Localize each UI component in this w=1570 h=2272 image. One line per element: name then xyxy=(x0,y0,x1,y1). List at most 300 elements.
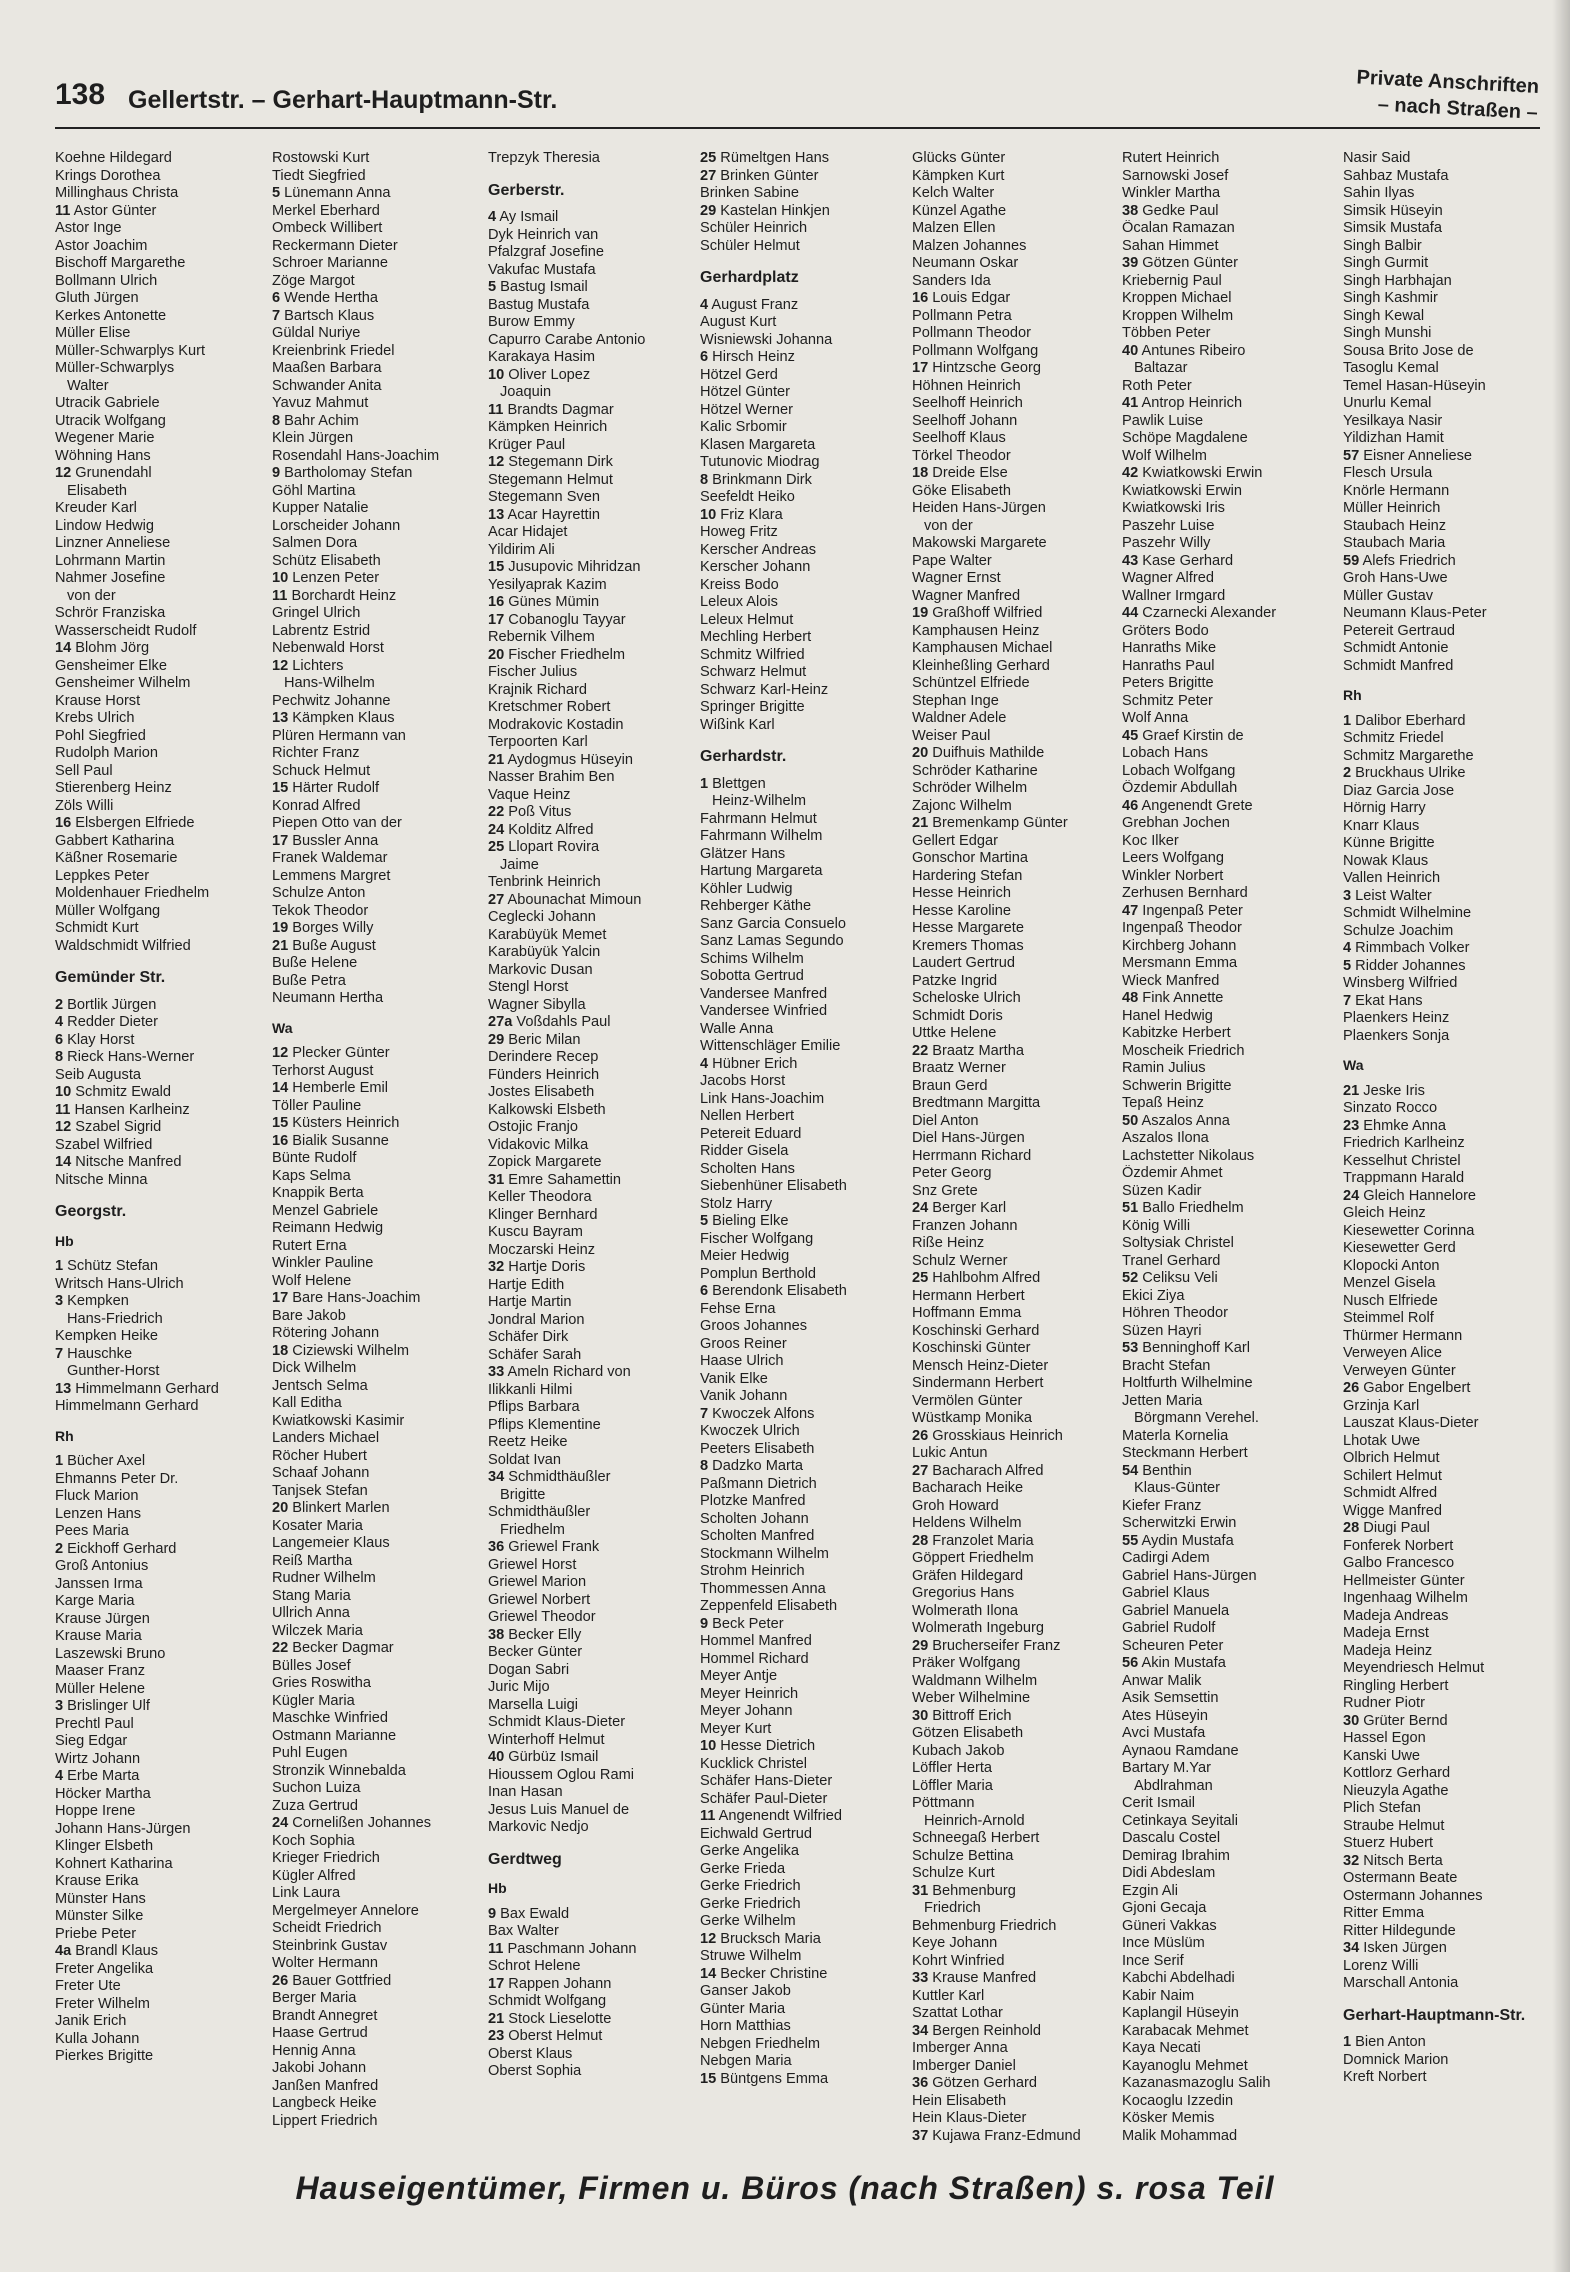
resident-entry: Gluth Jürgen xyxy=(55,290,139,306)
resident-entry: Tenbrink Heinrich xyxy=(488,874,601,890)
resident-entry: Gregorius Hans xyxy=(912,1585,1015,1601)
house-number: 34 xyxy=(488,1469,505,1485)
resident-entry: Hesse Karoline xyxy=(912,902,1011,919)
resident-entry: Kleinheßling Gerhard xyxy=(912,657,1050,674)
directory-column xyxy=(55,150,260,2066)
resident-entry: Utracik Wolfgang xyxy=(55,412,166,429)
resident-entry: Kohnert Katharina xyxy=(55,1855,173,1872)
resident-entry: Wolmerath Ingeburg xyxy=(912,1620,1044,1636)
resident-entry: Schüler Helmut xyxy=(700,237,800,254)
resident-entry: Schmidt Alfred xyxy=(1343,1485,1438,1501)
street-block xyxy=(700,748,905,2088)
resident-entry: Nieuzyla Agathe xyxy=(1343,1782,1449,1799)
resident-entry: Wisniewski Johanna xyxy=(700,331,833,348)
house-number: 11 xyxy=(55,202,71,219)
resident-entry: Krause Maria xyxy=(55,1628,142,1644)
resident-entry: 59 Alefs Friedrich xyxy=(1343,552,1456,569)
resident-entry: Schims Wilhelm xyxy=(700,950,804,967)
resident-entry: Simsik Mustafa xyxy=(1343,220,1442,236)
house-number: 10 xyxy=(700,506,717,523)
house-number: 18 xyxy=(272,1342,289,1359)
district-label: Rh xyxy=(55,1427,74,1444)
resident-entry: Fischer Wolfgang xyxy=(700,1230,814,1247)
resident-entry: 40 Gürbüz Ismail xyxy=(488,1749,599,1765)
resident-entry: 25 Hahlbohm Alfred xyxy=(912,1270,1041,1286)
resident-entry: Yavuz Mahmut xyxy=(272,395,369,411)
resident-entry: 21 Buße August xyxy=(272,937,376,954)
street-block xyxy=(488,150,693,168)
resident-entry: Waldmann Wilhelm xyxy=(912,1672,1038,1689)
resident-entry: Kamphausen Michael xyxy=(912,640,1053,656)
resident-entry: 6 Hirsch Heinz xyxy=(700,349,795,365)
resident-entry: Petereit Gertraud xyxy=(1343,622,1455,639)
resident-entry: Ekici Ziya xyxy=(1122,1287,1185,1304)
resident-entry: Hermann Herbert xyxy=(912,1287,1025,1304)
resident-entry: Bredtmann Margitta xyxy=(912,1095,1041,1111)
district-label: Wa xyxy=(272,1019,293,1036)
resident-entry: 19 Borges Willy xyxy=(272,920,374,936)
street-heading: Gerhardplatz xyxy=(700,269,799,286)
house-number: 6 xyxy=(700,1283,709,1299)
resident-entry: Pees Maria xyxy=(55,1523,129,1539)
house-number: 16 xyxy=(912,290,929,306)
resident-entry: Fehse Erna xyxy=(700,1300,776,1317)
resident-entry: Kubach Jakob xyxy=(912,1742,1005,1759)
resident-entry: Behmenburg Friedrich xyxy=(912,1917,1057,1934)
resident-entry: Madeja Ernst xyxy=(1343,1625,1429,1641)
house-number: 6 xyxy=(272,290,281,306)
resident-entry: Madeja Heinz xyxy=(1343,1642,1433,1659)
resident-entry: 8 Bahr Achim xyxy=(272,412,359,429)
house-number: 30 xyxy=(1343,1712,1360,1729)
resident-entry: Uttke Helene xyxy=(912,1025,997,1041)
resident-entry: Hanraths Mike xyxy=(1122,640,1217,656)
resident-entry: Pomplun Berthold xyxy=(700,1265,817,1282)
resident-entry: Braun Gerd xyxy=(912,1077,988,1094)
resident-entry: Brandt Annegret xyxy=(272,2007,378,2024)
resident-entry: 12 Plecker Günter xyxy=(272,1045,390,1061)
resident-entry: 19 Graßhoff Wilfried xyxy=(912,605,1043,621)
resident-entry: Wieck Manfred xyxy=(1122,972,1220,989)
resident-entry: Fahrmann Helmut xyxy=(700,810,817,827)
house-number: 30 xyxy=(912,1707,929,1724)
resident-entry: Süzen Kadir xyxy=(1122,1182,1202,1199)
resident-entry: 38 Gedke Paul xyxy=(1122,202,1219,219)
resident-entry: Markovic Dusan xyxy=(488,961,593,978)
house-number: 47 xyxy=(1122,902,1139,919)
resident-entry: Avci Mustafa xyxy=(1122,1725,1206,1741)
house-number: 25 xyxy=(700,150,717,166)
resident-entry: Ince Serif xyxy=(1122,1952,1184,1969)
resident-entry: Tanjsek Stefan xyxy=(272,1482,368,1499)
resident-entry: Berger Maria xyxy=(272,1990,357,2006)
house-number: 1 xyxy=(55,1258,64,1274)
resident-entry: Schmidt Doris xyxy=(912,1007,1003,1024)
resident-entry: Scholten Hans xyxy=(700,1160,795,1177)
resident-entry: Kreft Norbert xyxy=(1343,2069,1427,2085)
resident-entry: 11 Angenendt Wilfried xyxy=(700,1808,842,1824)
resident-entry: Verweyen Alice xyxy=(1343,1345,1442,1361)
resident-entry: 13 Acar Hayrettin xyxy=(488,506,600,523)
resident-entry: Temel Hasan-Hüseyin xyxy=(1343,377,1486,394)
resident-entry: Strohm Heinrich xyxy=(700,1563,805,1579)
resident-entry: Bischoff Margarethe xyxy=(55,255,186,271)
resident-entry: Neumann Hertha xyxy=(272,990,384,1006)
resident-entry: Zuza Gertrud xyxy=(272,1797,358,1814)
house-number: 11 xyxy=(488,1940,504,1957)
resident-entry: 32 Hartje Doris xyxy=(488,1259,586,1275)
resident-entry: Groh Howard xyxy=(912,1497,999,1514)
house-number: 22 xyxy=(488,804,505,820)
house-number: 17 xyxy=(272,832,289,849)
resident-entry: Hoffmann Emma xyxy=(912,1305,1022,1321)
resident-entry: Malzen Ellen xyxy=(912,220,996,236)
resident-entry: Ritter Emma xyxy=(1343,1905,1425,1921)
resident-entry: Kabir Naim xyxy=(1122,1987,1195,2004)
resident-entry: Griewel Horst xyxy=(488,1556,577,1573)
house-number: 17 xyxy=(912,360,929,376)
house-number: 12 xyxy=(272,1045,289,1061)
resident-entry: Heldens Wilhelm xyxy=(912,1515,1022,1531)
resident-entry: Kreuder Karl xyxy=(55,500,137,516)
resident-entry: Ganser Jakob xyxy=(700,1983,791,1999)
resident-entry: 7 Hauschke xyxy=(55,1345,133,1362)
resident-entry: 1 Bücher Axel xyxy=(55,1453,146,1469)
resident-entry: Brinken Sabine xyxy=(700,185,799,201)
resident-entry: 36 Griewel Frank xyxy=(488,1539,600,1555)
house-number: 23 xyxy=(1343,1117,1360,1134)
resident-entry: 7 Kwoczek Alfons xyxy=(700,1405,815,1422)
resident-entry: 12 Stegemann Dirk xyxy=(488,454,613,470)
resident-entry: Rudner Piotr xyxy=(1343,1695,1425,1711)
resident-entry: Anwar Malik xyxy=(1122,1672,1202,1689)
resident-entry: Schäfer Hans-Dieter xyxy=(700,1773,833,1789)
street-block xyxy=(1343,150,1548,675)
resident-entry: Rötering Johann xyxy=(272,1325,380,1341)
resident-entry: Asik Semsettin xyxy=(1122,1690,1219,1706)
resident-entry: Wittenschläger Emilie xyxy=(700,1038,841,1054)
resident-entry: 34 Bergen Reinhold xyxy=(912,2022,1042,2039)
resident-entry: Schmidt Wolfgang xyxy=(488,1993,607,2009)
resident-entry: Schröder Katharine xyxy=(912,762,1038,779)
resident-entry: Fahrmann Wilhelm xyxy=(700,828,823,844)
resident-entry: Heinrich-Arnold xyxy=(924,1812,1025,1829)
street-block xyxy=(1343,687,1548,1045)
house-number: 21 xyxy=(488,2010,505,2027)
resident-entry: Gerke Wilhelm xyxy=(700,1913,796,1929)
resident-entry: Winkler Norbert xyxy=(1122,867,1224,884)
resident-entry: Hans-Friedrich xyxy=(67,1310,163,1327)
resident-entry: Kucklick Christel xyxy=(700,1755,808,1772)
resident-entry: Koschinski Gerhard xyxy=(912,1322,1040,1339)
resident-entry: Karge Maria xyxy=(55,1593,135,1609)
street-block xyxy=(1343,2007,1548,2087)
resident-entry: Krause Horst xyxy=(55,692,141,709)
resident-entry: Schütz Elisabeth xyxy=(272,552,381,569)
house-number: 45 xyxy=(1122,727,1139,744)
resident-entry: Griewel Norbert xyxy=(488,1591,591,1608)
resident-entry: Rudolph Marion xyxy=(55,745,159,761)
resident-entry: 18 Dreide Else xyxy=(912,465,1008,481)
resident-entry: 14 Hemberle Emil xyxy=(272,1080,388,1096)
resident-entry: Kabitzke Herbert xyxy=(1122,1025,1231,1041)
resident-entry: Krause Erika xyxy=(55,1873,139,1889)
resident-entry: Nusch Elfriede xyxy=(1343,1292,1438,1309)
resident-entry: Piepen Otto van der xyxy=(272,815,402,831)
resident-entry: Terpoorten Karl xyxy=(488,734,588,750)
resident-entry: Müller Helene xyxy=(55,1680,146,1697)
resident-entry: 23 Oberst Helmut xyxy=(488,2028,603,2044)
resident-entry: Neumann Oskar xyxy=(912,255,1019,271)
resident-entry: Schulz Werner xyxy=(912,1252,1008,1269)
resident-entry: Wißink Karl xyxy=(700,716,775,733)
resident-entry: 10 Schmitz Ewald xyxy=(55,1084,171,1100)
resident-entry: Nellen Herbert xyxy=(700,1108,795,1124)
resident-entry: Schmitz Margarethe xyxy=(1343,747,1474,764)
resident-entry: Kwoczek Ulrich xyxy=(700,1423,800,1439)
resident-entry: Ingenpaß Theodor xyxy=(1122,920,1242,936)
resident-entry: Didi Abdeslam xyxy=(1122,1865,1216,1881)
house-number: 8 xyxy=(700,1458,709,1474)
house-number: 17 xyxy=(488,611,505,628)
resident-entry: Meyer Johann xyxy=(700,1703,793,1719)
resident-entry: Zopick Margarete xyxy=(488,1154,602,1170)
resident-entry: 17 Bussler Anna xyxy=(272,832,379,849)
resident-entry: Zeppenfeld Elisabeth xyxy=(700,1598,838,1614)
house-number: 59 xyxy=(1343,552,1360,569)
resident-entry: 22 Poß Vitus xyxy=(488,804,572,820)
resident-entry: Gries Roswitha xyxy=(272,1675,371,1691)
resident-entry: Unurlu Kemal xyxy=(1343,395,1432,411)
resident-entry: Paßmann Dietrich xyxy=(700,1475,817,1492)
house-number: 46 xyxy=(1122,797,1139,814)
resident-entry: Wilczek Maria xyxy=(272,1622,363,1639)
resident-entry: Pierkes Brigitte xyxy=(55,2048,154,2064)
resident-entry: Klasen Margareta xyxy=(700,436,816,453)
resident-entry: Haase Ulrich xyxy=(700,1353,784,1369)
resident-entry: Wolf Wilhelm xyxy=(1122,447,1207,464)
resident-entry: Kamphausen Heinz xyxy=(912,622,1040,639)
resident-entry: Kämpken Heinrich xyxy=(488,419,608,435)
resident-entry: Ostermann Johannes xyxy=(1343,1887,1483,1904)
resident-entry: Wolf Anna xyxy=(1122,710,1189,726)
house-number: 53 xyxy=(1122,1340,1139,1356)
house-number: 57 xyxy=(1343,447,1360,464)
resident-entry: Riße Heinz xyxy=(912,1235,985,1251)
resident-entry: Hartje Edith xyxy=(488,1276,565,1293)
resident-entry: Lobach Wolfgang xyxy=(1122,762,1236,779)
resident-entry: Ehmanns Peter Dr. xyxy=(55,1470,179,1487)
resident-entry: Sarnowski Josef xyxy=(1122,167,1229,184)
resident-entry: Dick Wilhelm xyxy=(272,1360,357,1376)
resident-entry: Nahmer Josefine xyxy=(55,570,166,586)
directory-column xyxy=(1122,150,1327,2145)
resident-entry: Malzen Johannes xyxy=(912,237,1027,254)
house-number: 26 xyxy=(912,1427,929,1444)
page-edge-shadow xyxy=(1552,0,1570,2272)
resident-entry: Tranel Gerhard xyxy=(1122,1252,1221,1269)
resident-entry: Özdemir Ahmet xyxy=(1122,1165,1223,1181)
resident-entry: 38 Becker Elly xyxy=(488,1626,582,1643)
resident-entry: Priebe Peter xyxy=(55,1925,137,1942)
resident-entry: Trappmann Harald xyxy=(1343,1170,1465,1186)
resident-entry: Weber Wilhelmine xyxy=(912,1690,1031,1706)
resident-entry: Hardering Stefan xyxy=(912,867,1023,884)
house-number: 2 xyxy=(55,1540,64,1557)
house-number: 13 xyxy=(488,506,505,523)
resident-entry: Kremers Thomas xyxy=(912,937,1024,954)
resident-entry: Stuerz Hubert xyxy=(1343,1835,1434,1851)
resident-entry: Kriebernig Paul xyxy=(1122,272,1222,289)
resident-entry: Stegemann Helmut xyxy=(488,471,613,488)
resident-entry: Salmen Dora xyxy=(272,535,358,551)
resident-entry: Gerke Friedrich xyxy=(700,1895,801,1912)
house-number: 16 xyxy=(55,815,72,831)
street-heading: Gerhart-Hauptmann-Str. xyxy=(1343,2006,1526,2024)
resident-entry: 7 Ekat Hans xyxy=(1343,992,1423,1009)
resident-entry: Kügler Maria xyxy=(272,1692,355,1709)
resident-entry: Hötzel Günter xyxy=(700,384,791,400)
resident-entry: Bollmann Ulrich xyxy=(55,272,158,289)
resident-entry: Szattat Lothar xyxy=(912,2005,1003,2021)
resident-entry: Laszewski Bruno xyxy=(55,1645,166,1662)
resident-entry: Künne Brigitte xyxy=(1343,835,1435,851)
resident-entry: Reimann Hedwig xyxy=(272,1220,384,1236)
resident-entry: 28 Diugi Paul xyxy=(1343,1520,1430,1536)
resident-entry: Capurro Carabe Antonio xyxy=(488,331,646,348)
resident-entry: Bünte Rudolf xyxy=(272,1150,357,1166)
resident-entry: 27 Bacharach Alfred xyxy=(912,1462,1044,1479)
resident-entry: Käßner Rosemarie xyxy=(55,850,178,866)
resident-entry: Nasir Said xyxy=(1343,150,1411,166)
resident-entry: Fonferek Norbert xyxy=(1343,1537,1454,1554)
resident-entry: Domnick Marion xyxy=(1343,2051,1449,2068)
house-number: 43 xyxy=(1122,552,1139,569)
resident-entry: Gerke Angelika xyxy=(700,1843,799,1859)
resident-entry: Ritter Hildegunde xyxy=(1343,1922,1456,1939)
resident-entry: Nebgen Maria xyxy=(700,2053,792,2069)
resident-entry: Peeters Elisabeth xyxy=(700,1440,815,1457)
house-number: 55 xyxy=(1122,1532,1139,1549)
resident-entry: Waldner Adele xyxy=(912,710,1007,726)
resident-entry: Klein Jürgen xyxy=(272,430,354,446)
resident-entry: Modrakovic Kostadin xyxy=(488,716,624,733)
house-number: 8 xyxy=(272,412,281,429)
resident-entry: Vanik Elke xyxy=(700,1370,768,1387)
house-number: 44 xyxy=(1122,605,1139,621)
resident-entry: Schäfer Dirk xyxy=(488,1329,569,1345)
resident-entry: 27a Voßdahls Paul xyxy=(488,1014,611,1030)
resident-entry: Kaplangil Hüseyin xyxy=(1122,2005,1239,2021)
resident-entry: Winkler Martha xyxy=(1122,185,1221,201)
resident-entry: Wagner Sibylla xyxy=(488,996,586,1013)
resident-entry: Ates Hüseyin xyxy=(1122,1707,1208,1724)
resident-entry: Markovic Nedjo xyxy=(488,1819,589,1835)
street-block xyxy=(700,150,905,255)
district-label: Hb xyxy=(488,1880,507,1896)
house-number: 33 xyxy=(488,1364,505,1380)
resident-entry: Schulze Anton xyxy=(272,885,366,901)
street-block xyxy=(912,150,1117,2145)
resident-entry: Pape Walter xyxy=(912,552,992,569)
resident-entry: Keller Theodora xyxy=(488,1189,592,1205)
resident-entry: Lukic Antun xyxy=(912,1445,988,1461)
resident-entry: Gensheimer Wilhelm xyxy=(55,675,191,691)
directory-column xyxy=(700,150,905,2088)
resident-entry: Kupper Natalie xyxy=(272,500,369,516)
resident-entry: Kalic Srbomir xyxy=(700,419,787,435)
resident-entry: Burow Emmy xyxy=(488,314,575,330)
resident-entry: Klopocki Anton xyxy=(1343,1257,1440,1274)
resident-entry: Kwiatkowski Iris xyxy=(1122,500,1225,516)
resident-entry: Krüger Paul xyxy=(488,436,566,453)
resident-entry: Kiesewetter Corinna xyxy=(1343,1222,1475,1239)
resident-entry: Madeja Andreas xyxy=(1343,1607,1449,1624)
resident-entry: Karakaya Hasim xyxy=(488,349,596,365)
resident-entry: Jakobi Johann xyxy=(272,2060,367,2076)
house-number: 27a xyxy=(488,1014,513,1030)
house-number: 4 xyxy=(700,296,709,313)
resident-entry: Özdemir Abdullah xyxy=(1122,780,1238,796)
resident-entry: Horn Matthias xyxy=(700,2018,791,2034)
resident-entry: Kayanoglu Mehmet xyxy=(1122,2057,1248,2074)
resident-entry: Sousa Brito Jose de xyxy=(1343,342,1474,359)
resident-entry: Lauszat Klaus-Dieter xyxy=(1343,1415,1479,1431)
resident-entry: Franek Waldemar xyxy=(272,850,388,866)
resident-entry: Schmitz Friedel xyxy=(1343,730,1444,746)
house-number: 18 xyxy=(912,465,929,481)
resident-entry: 57 Eisner Anneliese xyxy=(1343,447,1473,464)
resident-entry: Petereit Eduard xyxy=(700,1125,802,1142)
resident-entry: Schmidt Kurt xyxy=(55,920,139,936)
resident-entry: Schwarz Helmut xyxy=(700,664,807,680)
resident-entry: Friedhelm xyxy=(500,1521,565,1538)
resident-entry: Wagner Ernst xyxy=(912,570,1001,586)
directory-column xyxy=(1343,150,1548,2087)
resident-entry: Lhotak Uwe xyxy=(1343,1432,1421,1449)
resident-entry: 5 Bastug Ismail xyxy=(488,279,588,295)
resident-entry: Astor Joachim xyxy=(55,237,148,254)
street-heading: Gerberstr. xyxy=(488,181,565,199)
resident-entry: Singh Kewal xyxy=(1343,307,1425,324)
resident-entry: Malik Mohammad xyxy=(1122,2127,1238,2144)
resident-entry: Koehne Hildegard xyxy=(55,150,172,166)
house-number: 10 xyxy=(700,1738,717,1754)
resident-entry: Jetten Maria xyxy=(1122,1392,1203,1409)
resident-entry: Kaya Necati xyxy=(1122,2040,1201,2056)
street-block xyxy=(488,1851,693,2081)
resident-entry: Schmidt Klaus-Dieter xyxy=(488,1714,626,1730)
house-number: 21 xyxy=(272,937,289,954)
resident-entry: Hesse Margarete xyxy=(912,920,1024,936)
section-title-line-1: Private Anschriften xyxy=(1356,66,1540,98)
resident-entry: Gabriel Rudolf xyxy=(1122,1620,1216,1636)
resident-entry: 5 Lünemann Anna xyxy=(272,185,391,201)
resident-entry: 1 Dalibor Eberhard xyxy=(1343,712,1466,729)
resident-entry: Gunther-Horst xyxy=(67,1363,160,1379)
resident-entry: 4 August Franz xyxy=(700,296,799,313)
resident-entry: Kerscher Johann xyxy=(700,559,811,575)
resident-entry: Sahin Ilyas xyxy=(1343,185,1415,201)
resident-entry: Plaenkers Heinz xyxy=(1343,1010,1450,1026)
resident-entry: Cetinkaya Seyitali xyxy=(1122,1812,1238,1829)
house-number: 11 xyxy=(272,587,288,604)
resident-entry: Krause Jürgen xyxy=(55,1610,150,1627)
resident-entry: Pflips Klementine xyxy=(488,1416,601,1433)
resident-entry: Schüler Heinrich xyxy=(700,220,808,236)
house-number: 27 xyxy=(700,167,717,184)
resident-entry: 10 Hesse Dietrich xyxy=(700,1738,816,1754)
